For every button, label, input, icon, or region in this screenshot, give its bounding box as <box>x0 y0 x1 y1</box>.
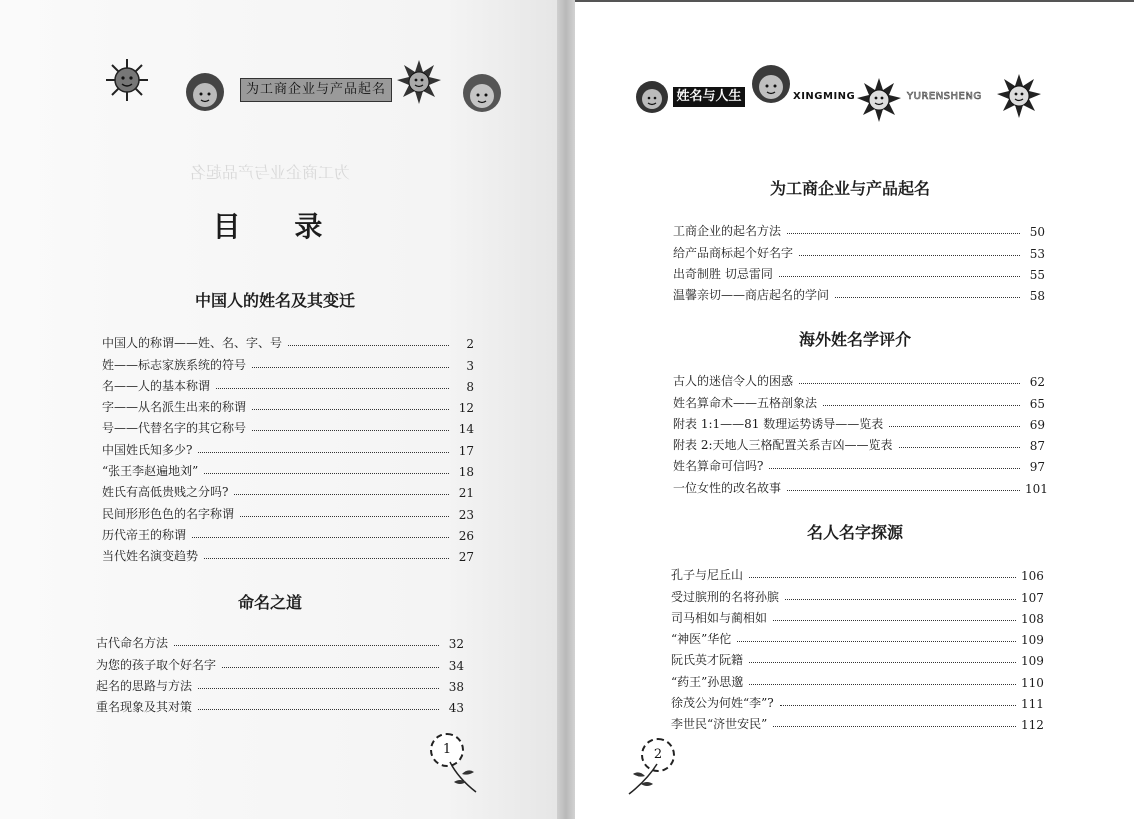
toc-entry-page: 107 <box>1021 590 1044 605</box>
toc-entry-title: 徐茂公为何姓“李”? <box>671 696 774 711</box>
toc-entry-title: 字——从名派生出来的称谓 <box>102 400 247 415</box>
toc-leader-dots <box>799 383 1020 384</box>
toc-entry[interactable] <box>673 218 1045 239</box>
toc-entry[interactable] <box>102 458 474 479</box>
toc-entry-title: 历代帝王的称谓 <box>102 527 187 542</box>
toc-leader-dots <box>198 709 439 710</box>
toc-entry-page: 26 <box>458 528 474 543</box>
toc-entry-page: 101 <box>1025 481 1048 496</box>
toc-entry-title: “神医”华佗 <box>671 632 732 647</box>
toc-entry[interactable] <box>96 651 464 672</box>
toc-entry-title: 民间形形色色的名字称谓 <box>102 506 235 521</box>
toc-entry[interactable] <box>673 411 1045 432</box>
toc-entry-page: 109 <box>1021 633 1044 648</box>
toc-entry[interactable] <box>673 474 1048 496</box>
toc-leader-dots <box>769 468 1020 469</box>
toc-leader-dots <box>799 255 1020 256</box>
toc-entry[interactable] <box>673 282 1045 303</box>
page-number: 2 <box>641 738 675 772</box>
toc-leader-dots <box>785 599 1016 600</box>
toc-entry-page: 14 <box>458 422 474 437</box>
toc-leader-dots <box>779 276 1020 277</box>
toc-entry-title: 温馨亲切——商店起名的学问 <box>673 288 830 303</box>
toc-entry[interactable] <box>673 368 1045 389</box>
sun-face-icon <box>997 74 1041 118</box>
toc-entry[interactable] <box>102 330 474 351</box>
toc-entry[interactable] <box>102 351 474 372</box>
toc-entry[interactable] <box>96 630 464 651</box>
toc-entry-title: 姓——标志家族系统的符号 <box>102 357 247 372</box>
toc-entry[interactable] <box>102 500 474 521</box>
girl-face-icon <box>185 72 225 112</box>
toc-entry[interactable] <box>102 522 474 543</box>
toc-entry-title: 一位女性的改名故事 <box>673 480 782 495</box>
toc-entry-page: 106 <box>1021 569 1044 584</box>
toc-leader-dots <box>823 405 1020 406</box>
toc-list <box>102 330 474 564</box>
sun-face-icon <box>397 60 441 104</box>
toc-entry-title: 中国姓氏知多少? <box>102 442 193 457</box>
toc-entry-page: 108 <box>1021 611 1044 626</box>
toc-entry-title: “张王李赵遍地刘” <box>102 464 199 479</box>
toc-entry[interactable] <box>102 373 474 394</box>
toc-entry-page: 27 <box>458 550 474 565</box>
toc-entry[interactable] <box>673 239 1045 260</box>
header-tag: 姓名与人生 <box>673 87 745 107</box>
toc-entry-page: 87 <box>1029 439 1045 454</box>
page-number: 1 <box>430 733 464 767</box>
toc-entry-title: 孔子与尼丘山 <box>671 568 744 583</box>
toc-entry-title: 阮氏英才阮籍 <box>671 653 744 668</box>
toc-entry-title: “药王”孙思邈 <box>671 674 744 689</box>
toc-entry-title: 附表 2:天地人三格配置关系吉凶——览表 <box>673 438 893 453</box>
flower-stem-icon <box>448 760 482 794</box>
toc-leader-dots <box>737 641 1016 642</box>
toc-leader-dots <box>773 726 1016 727</box>
section-title: 海外姓名学评介 <box>798 330 911 349</box>
toc-entry-page: 109 <box>1021 654 1044 669</box>
toc-entry[interactable] <box>671 583 1044 605</box>
toc-entry[interactable] <box>673 432 1045 453</box>
toc-entry-page: 8 <box>466 379 474 394</box>
flower-stem-icon <box>625 762 659 796</box>
toc-entry[interactable] <box>671 605 1044 626</box>
toc-entry-title: 古代命名方法 <box>96 636 169 651</box>
toc-leader-dots <box>899 447 1021 448</box>
toc-entry-title: 司马相如与蔺相如 <box>671 610 768 625</box>
header-banner: 为工商企业与产品起名 <box>240 78 392 102</box>
toc-entry-page: 55 <box>1029 267 1045 282</box>
toc-entry-page: 53 <box>1029 246 1045 261</box>
toc-entry[interactable] <box>102 479 474 500</box>
toc-entry-page: 111 <box>1021 697 1044 712</box>
girl-face-icon <box>462 73 502 113</box>
toc-leader-dots <box>198 688 439 689</box>
toc-list <box>671 562 1044 733</box>
toc-entry[interactable] <box>671 626 1044 648</box>
toc-entry-title: 名——人的基本称谓 <box>102 378 211 393</box>
sun-face-icon <box>857 78 901 122</box>
toc-entry-page: 12 <box>458 401 474 416</box>
toc-entry-title: 中国人的称谓——姓、名、字、号 <box>102 336 283 351</box>
toc-entry-page: 32 <box>448 637 464 652</box>
page-header <box>100 58 510 118</box>
toc-entry-title: 起名的思路与方法 <box>96 678 193 693</box>
toc-leader-dots <box>216 388 449 389</box>
toc-entry-page: 58 <box>1029 289 1045 304</box>
toc-entry-page: 62 <box>1029 375 1045 390</box>
toc-entry-page: 34 <box>448 658 464 673</box>
toc-list <box>673 218 1045 303</box>
toc-entry-page: 38 <box>448 679 464 694</box>
toc-entry-page: 112 <box>1021 718 1044 733</box>
toc-leader-dots <box>192 537 449 538</box>
toc-leader-dots <box>288 345 449 346</box>
page-header <box>625 62 1045 132</box>
toc-entry[interactable] <box>102 436 474 457</box>
toc-list <box>96 630 464 715</box>
toc-entry[interactable] <box>102 415 474 436</box>
toc-entry-title: 当代姓名演变趋势 <box>102 549 199 564</box>
toc-entry[interactable] <box>671 690 1044 712</box>
toc-leader-dots <box>234 494 449 495</box>
toc-entry-title: 工商企业的起名方法 <box>673 224 782 239</box>
page-title: 目 录 <box>212 210 345 243</box>
toc-entry[interactable] <box>673 453 1045 474</box>
section-title: 名人名字探源 <box>806 523 903 542</box>
toc-leader-dots <box>749 684 1016 685</box>
toc-leader-dots <box>252 430 449 431</box>
toc-entry-title: 附表 1:1——81 数理运势诱导——览表 <box>673 416 884 431</box>
toc-entry-page: 23 <box>458 507 474 522</box>
toc-leader-dots <box>252 367 449 368</box>
toc-entry-title: 姓名算命可信吗? <box>673 459 764 474</box>
toc-entry-title: 古人的迷信令人的困惑 <box>673 374 794 389</box>
toc-list <box>673 368 1048 496</box>
girl-face-icon <box>751 64 791 104</box>
toc-entry-page: 97 <box>1029 460 1045 475</box>
toc-leader-dots <box>889 426 1020 427</box>
toc-leader-dots <box>204 473 449 474</box>
toc-entry[interactable] <box>102 394 474 415</box>
toc-entry-page: 18 <box>458 465 474 480</box>
toc-entry-page: 43 <box>448 701 464 716</box>
section-title: 命名之道 <box>237 593 302 612</box>
toc-entry[interactable] <box>673 261 1045 282</box>
toc-entry-title: 号——代替名字的其它称号 <box>102 421 247 436</box>
toc-entry-page: 17 <box>458 443 474 458</box>
sun-face-icon <box>105 58 149 102</box>
toc-leader-dots <box>222 667 439 668</box>
toc-leader-dots <box>749 662 1016 663</box>
toc-leader-dots <box>780 705 1016 706</box>
right-page <box>575 0 1134 819</box>
toc-entry-title: 受过膑刑的名将孙膑 <box>671 589 780 604</box>
header-text: YURENSHENG <box>907 91 982 102</box>
toc-entry-title: 李世民“济世安民” <box>671 717 768 732</box>
toc-entry-page: 2 <box>466 337 474 352</box>
toc-leader-dots <box>787 233 1020 234</box>
toc-entry[interactable] <box>671 668 1044 690</box>
section-title: 为工商企业与产品起名 <box>769 179 930 198</box>
toc-entry-page: 50 <box>1029 225 1045 240</box>
toc-leader-dots <box>198 452 449 453</box>
section-title: 中国人的姓名及其变迁 <box>194 291 355 310</box>
girl-face-icon <box>635 80 669 114</box>
toc-entry[interactable] <box>96 694 464 715</box>
toc-leader-dots <box>204 558 449 559</box>
toc-entry-page: 69 <box>1029 417 1045 432</box>
toc-entry[interactable] <box>102 543 474 564</box>
toc-entry[interactable] <box>671 711 1044 733</box>
toc-entry-title: 为您的孩子取个好名字 <box>96 657 217 672</box>
toc-entry[interactable] <box>671 562 1044 584</box>
toc-leader-dots <box>174 645 439 646</box>
toc-leader-dots <box>252 409 449 410</box>
toc-entry[interactable] <box>96 673 464 694</box>
toc-entry[interactable] <box>673 389 1045 410</box>
toc-entry-title: 姓氏有高低贵贱之分吗? <box>102 485 229 500</box>
toc-entry-page: 65 <box>1029 396 1045 411</box>
toc-leader-dots <box>835 297 1020 298</box>
toc-entry-page: 21 <box>458 486 474 501</box>
toc-entry[interactable] <box>671 647 1044 669</box>
bleed-through-text: 为工商企业与产品起名 <box>190 163 351 182</box>
toc-entry-title: 姓名算命术——五格剖象法 <box>673 395 818 410</box>
book-gutter <box>557 0 575 819</box>
toc-entry-title: 出奇制胜 切忌雷同 <box>673 266 773 281</box>
toc-entry-title: 给产品商标起个好名字 <box>673 245 794 260</box>
toc-entry-page: 3 <box>466 358 474 373</box>
toc-leader-dots <box>749 577 1016 578</box>
toc-entry-page: 110 <box>1021 675 1044 690</box>
toc-leader-dots <box>773 620 1016 621</box>
toc-entry-title: 重名现象及其对策 <box>96 700 193 715</box>
left-page <box>0 0 557 819</box>
header-text: XINGMING <box>793 91 856 102</box>
toc-leader-dots <box>787 490 1020 491</box>
toc-leader-dots <box>240 516 449 517</box>
